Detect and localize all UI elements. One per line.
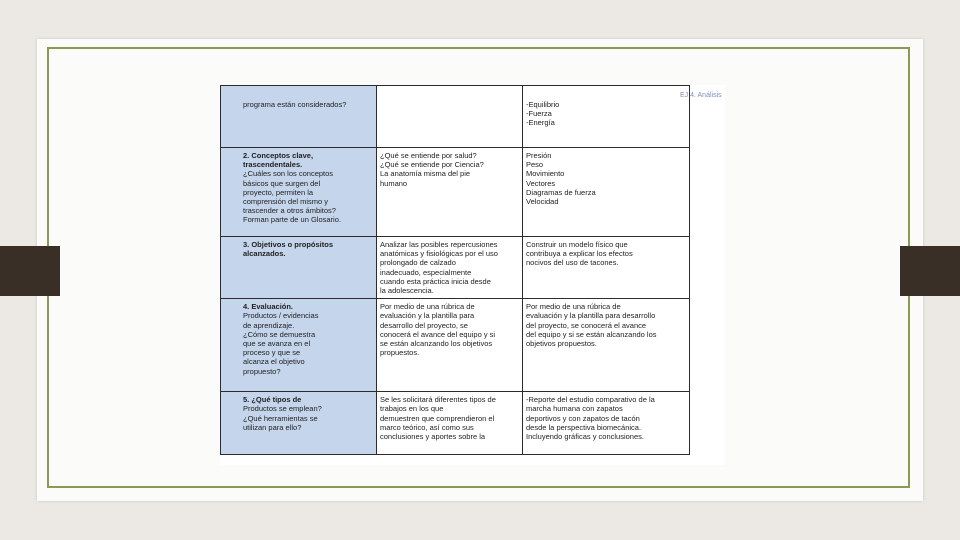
- document-header-label: EJ 4. Análisis: [680, 92, 722, 99]
- cell-line: Velocidad: [526, 197, 559, 207]
- question-title: 4. Evaluación.: [243, 302, 294, 312]
- cell-line: de aprendizaje.: [243, 320, 295, 330]
- cell-line: conclusiones y aportes sobre la: [380, 432, 486, 442]
- answer-cell-1: [377, 299, 523, 392]
- cell-line: trascender a otros ámbitos?: [243, 206, 336, 216]
- answer-cell-1: [377, 392, 523, 455]
- cell-line: cuando esta práctica inicia desde: [380, 276, 491, 286]
- cell-line: inadecuado, especialmente: [380, 267, 472, 277]
- cell-line: propuestos.: [380, 348, 420, 358]
- cell-line: conocerá el avance del equipo y si: [380, 329, 496, 339]
- cell-line: -Equilibrio: [526, 100, 560, 109]
- cell-line: la adolescencia.: [380, 286, 434, 296]
- table-row: [221, 148, 690, 237]
- cell-line: contribuya a explicar los efectos: [526, 249, 633, 259]
- question-title: 2. Conceptos clave,: [243, 151, 314, 160]
- cell-line: ¿Cuáles son los conceptos: [243, 169, 334, 179]
- cell-line: -Fuerza: [526, 109, 552, 119]
- table-row: [221, 237, 690, 299]
- cell-line: trabajos en los que: [380, 404, 444, 414]
- cell-line: marcha humana con zapatos: [526, 404, 623, 414]
- cell-line: proyecto, permiten la: [243, 187, 314, 197]
- left-accent-bar: [0, 246, 60, 296]
- question-cell: [221, 299, 377, 392]
- question-title: 5. ¿Qué tipos de: [243, 395, 302, 405]
- cell-line: del equipo y si se están alcanzando los: [526, 329, 657, 339]
- cell-line: Incluyendo gráficas y conclusiones.: [526, 432, 644, 442]
- table-row: [221, 392, 690, 455]
- cell-line: Diagramas de fuerza: [526, 187, 596, 197]
- question-title: 3. Objetivos o propósitos: [243, 240, 334, 249]
- cell-line: Se les solicitará diferentes tipos de: [380, 395, 496, 405]
- right-accent-bar: [900, 246, 960, 296]
- cell-line: Productos se emplean?: [243, 404, 322, 414]
- cell-line: marco teórico, así como sus: [380, 422, 474, 432]
- question-cell: [221, 392, 377, 455]
- cell-line: Peso: [526, 160, 544, 170]
- cell-line: anatómicas y fisiológicas por el uso: [380, 249, 498, 259]
- question-cell: [221, 86, 377, 148]
- cell-line: demuestren que comprendieron el: [380, 413, 495, 423]
- cell-line: evaluación y la plantilla para: [380, 311, 475, 321]
- cell-line: ¿Cómo se demuestra: [243, 329, 316, 339]
- cell-line: básicos que surgen del: [243, 178, 321, 188]
- cell-line: ¿Qué herramientas se: [243, 413, 318, 423]
- answer-cell-2: [523, 237, 690, 299]
- document-image: [220, 85, 725, 465]
- cell-line: Presión: [526, 151, 552, 160]
- cell-line: Vectores: [526, 178, 556, 188]
- cell-line: nocivos del uso de tacones.: [526, 258, 619, 268]
- answer-cell-2: [523, 148, 690, 237]
- question-cell: [221, 148, 377, 237]
- analysis-table: [220, 85, 690, 455]
- cell-line: -Energía: [526, 118, 555, 128]
- cell-line: prolongado de calzado: [380, 258, 456, 268]
- table-row: [221, 86, 690, 148]
- cell-line: evaluación y la plantilla para desarrollo: [526, 311, 656, 321]
- answer-cell-2: [523, 86, 690, 148]
- answer-cell-2: [523, 299, 690, 392]
- cell-line: utilizan para ello?: [243, 422, 302, 432]
- cell-line: deportivos y con zapatos de tacón: [526, 413, 640, 423]
- cell-line: Construir un modelo físico que: [526, 240, 628, 249]
- cell-line: desde la perspectiva biomecánica.: [526, 422, 642, 432]
- question-title: alcanzados.: [243, 249, 286, 259]
- cell-line: programa están considerados?: [243, 100, 347, 109]
- cell-line: Analizar las posibles repercusiones: [380, 240, 498, 249]
- cell-line: Por medio de una rúbrica de: [526, 302, 621, 312]
- cell-line: desarrollo del proyecto, se: [380, 320, 468, 330]
- table-row: [221, 299, 690, 392]
- cell-line: humano: [380, 178, 408, 188]
- cell-line: comprensión del mismo y: [243, 197, 329, 207]
- cell-line: Forman parte de un Glosario.: [243, 215, 341, 225]
- cell-line: ¿Qué se entiende por Ciencia?: [380, 160, 484, 170]
- question-title: trascendentales.: [243, 160, 303, 170]
- cell-line: del proyecto, se conocerá el avance: [526, 320, 647, 330]
- cell-line: -Reporte del estudio comparativo de la: [526, 395, 655, 405]
- cell-line: Productos / evidencias: [243, 311, 319, 321]
- cell-line: ¿Qué se entiende por salud?: [380, 151, 477, 160]
- cell-line: objetivos propuestos.: [526, 339, 597, 349]
- cell-line: Movimiento: [526, 169, 565, 179]
- answer-cell-1: [377, 148, 523, 237]
- cell-line: propuesto?: [243, 366, 281, 376]
- answer-cell-2: [523, 392, 690, 455]
- cell-line: alcanza el objetivo: [243, 357, 305, 367]
- question-cell: [221, 237, 377, 299]
- cell-line: Por medio de una rúbrica de: [380, 302, 475, 312]
- answer-cell-1: [377, 237, 523, 299]
- cell-line: La anatomía misma del pie: [380, 169, 471, 179]
- answer-cell-1: [377, 86, 523, 148]
- cell-line: se están alcanzando los objetivos: [380, 339, 493, 349]
- cell-line: que se avanza en el: [243, 339, 311, 349]
- cell-line: proceso y que se: [243, 348, 301, 358]
